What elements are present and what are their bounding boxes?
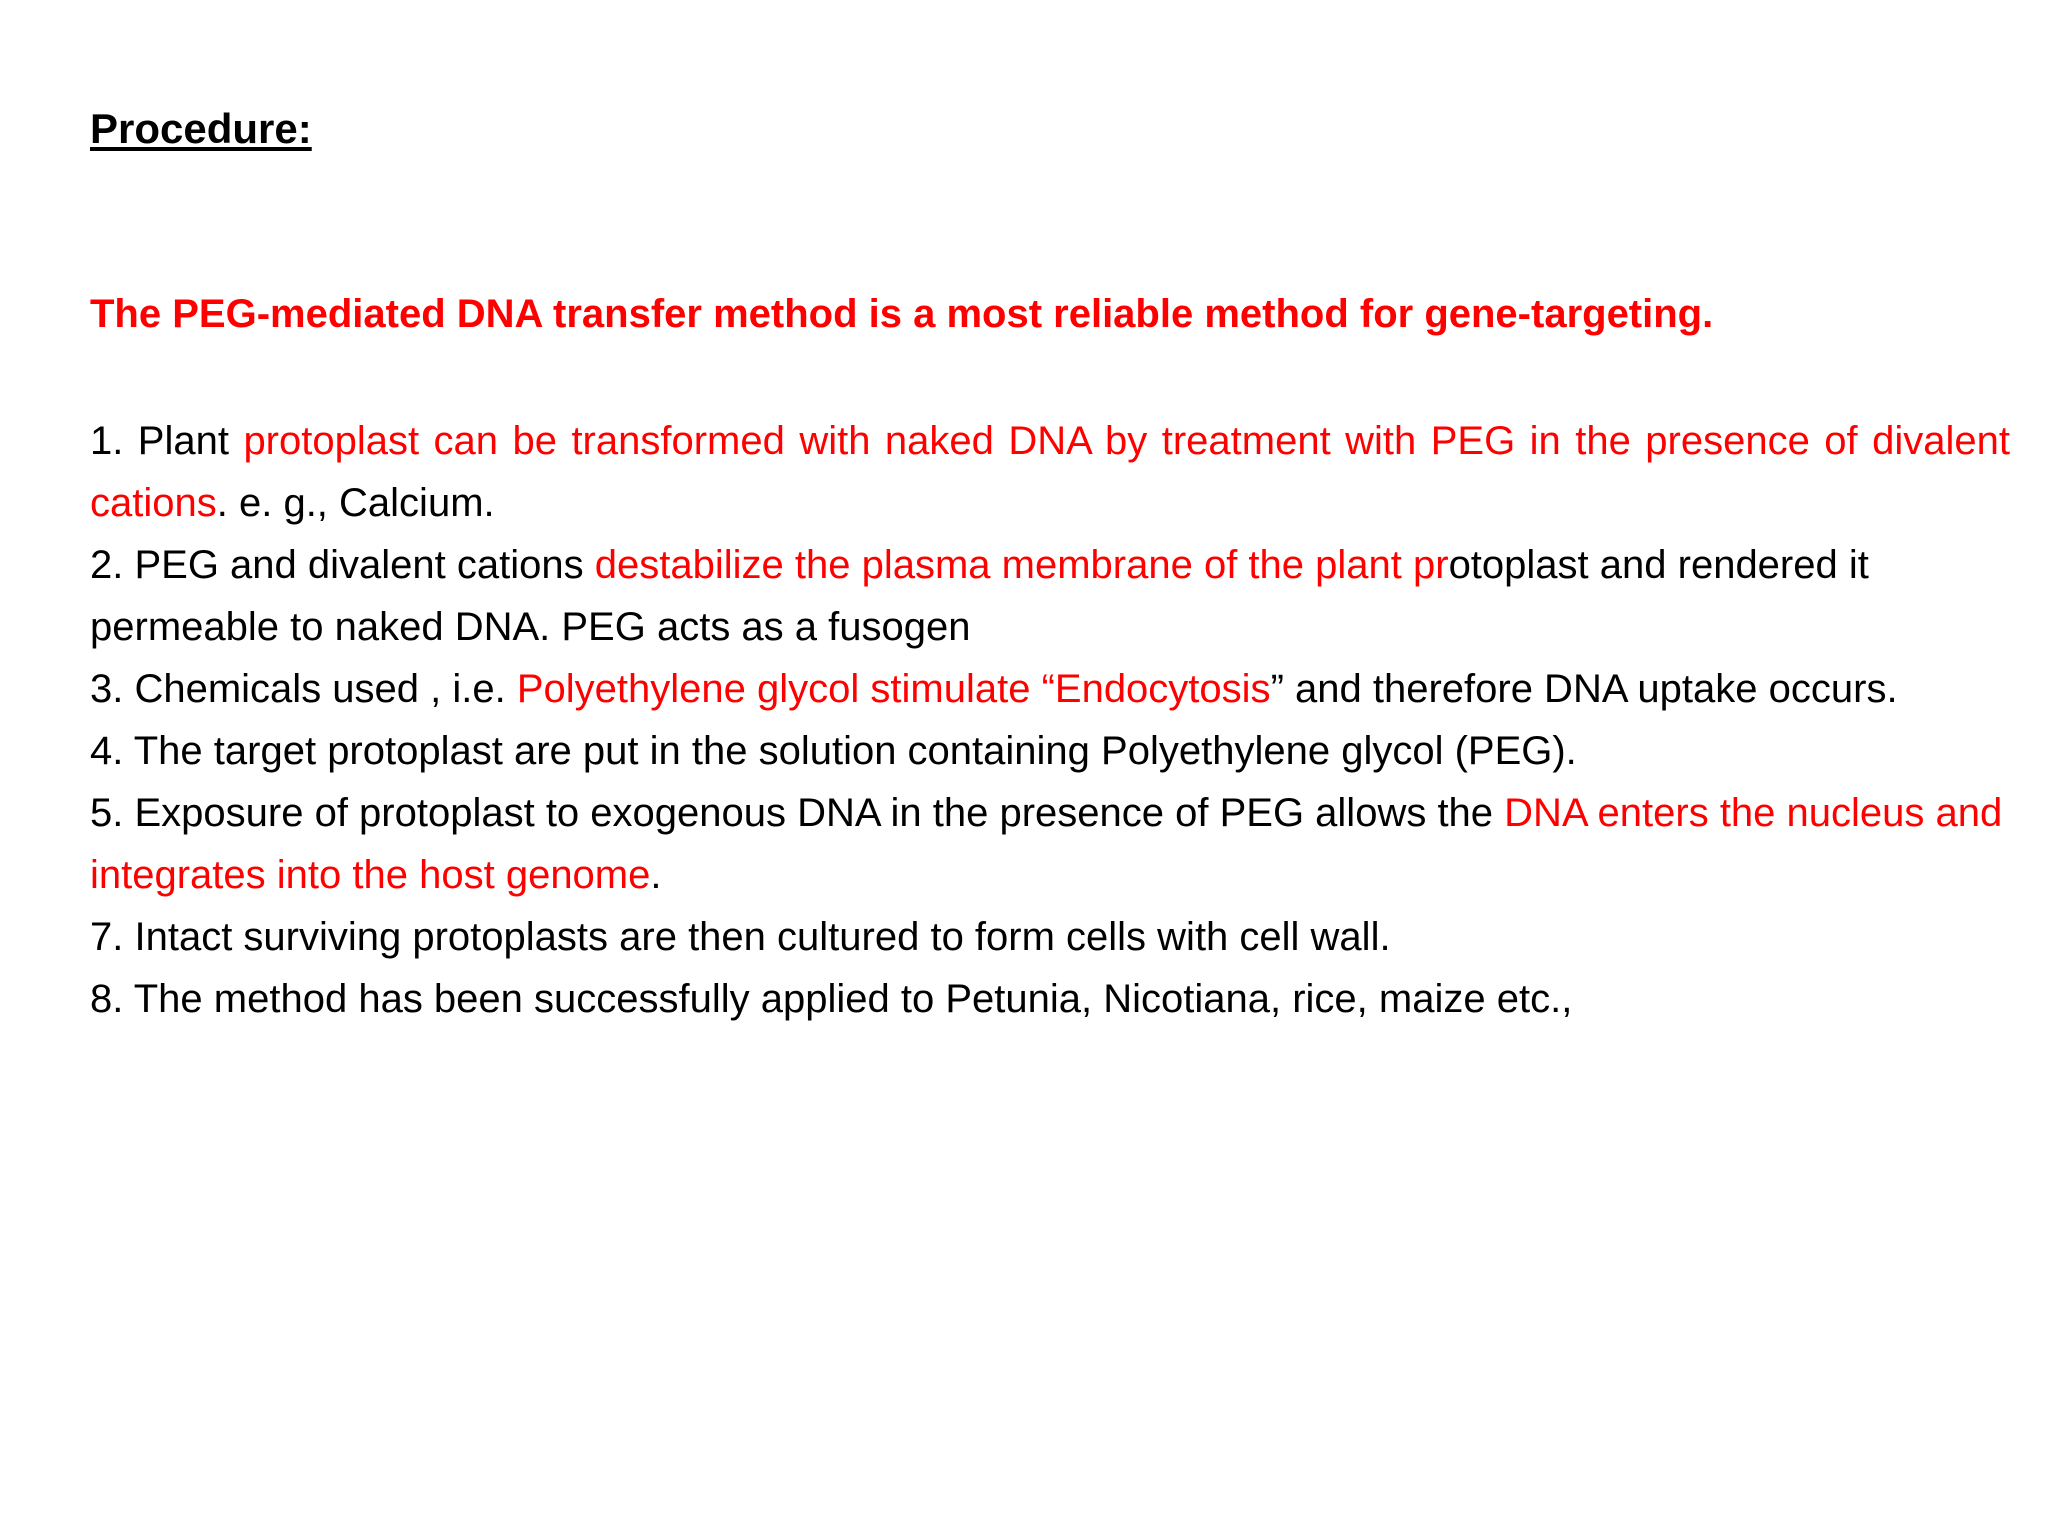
step-3: [90, 658, 2010, 720]
step-1-highlight: protoplast can be transformed with naked DNA by treatment with PEG in the presence of divalent cations: [90, 419, 2010, 525]
step-5-lead: 5. Exposure of protoplast to exogenous DNA in the presence of PEG allows the: [90, 791, 1505, 835]
step-2-highlight: destabilize the plasma membrane of the plant pr: [594, 543, 1449, 587]
step-8-text: 8. The method has been successfully applied to Petunia, Nicotiana, rice, maize etc.,: [90, 977, 1573, 1021]
step-4-text: 4. The target protoplast are put in the solution containing Polyethylene glycol (PEG).: [90, 729, 1577, 773]
step-4: [90, 720, 2010, 782]
step-8: [90, 968, 2010, 1030]
step-7: [90, 906, 2010, 968]
step-5-tail: .: [650, 853, 662, 897]
step-5-highlight: DNA enters the nucleus and integrates into the host genome: [90, 791, 2003, 897]
step-1: [90, 410, 2010, 534]
step-2-tail: otoplast and rendered it permeable to naked DNA. PEG acts as a fusogen: [90, 543, 1869, 649]
step-1-lead: 1. Plant: [90, 419, 244, 463]
step-3-tail: ” and therefore DNA uptake occurs.: [1270, 667, 1898, 711]
step-3-highlight: Polyethylene glycol stimulate “Endocytosis: [516, 667, 1271, 711]
intro-statement: The PEG-mediated DNA transfer method is a most reliable method for gene-targeting.: [90, 292, 1714, 336]
step-7-text: 7. Intact surviving protoplasts are then cultured to form cells with cell wall.: [90, 915, 1391, 959]
step-5: [90, 782, 2010, 906]
step-3-lead: 3. Chemicals used , i.e.: [90, 667, 517, 711]
step-2: [90, 534, 2010, 658]
procedure-steps: [90, 410, 2010, 1030]
step-2-lead: 2. PEG and divalent cations: [90, 543, 595, 587]
step-1-tail: . e. g., Calcium.: [216, 481, 495, 525]
procedure-heading: Procedure:: [90, 105, 312, 152]
